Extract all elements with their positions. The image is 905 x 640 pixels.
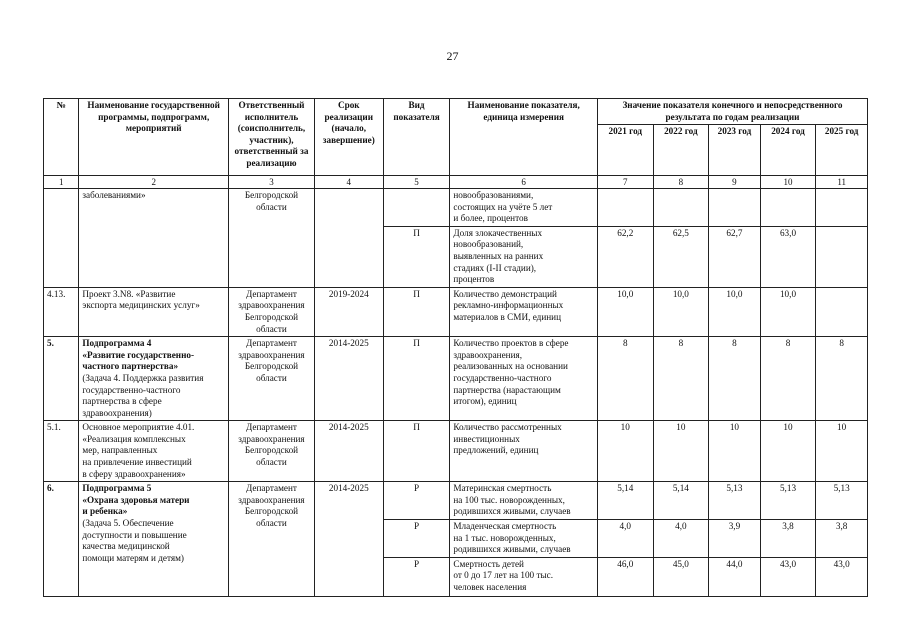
row-name: заболеваниями» (79, 189, 229, 288)
row-term: 2014-2025 (314, 421, 383, 482)
row-indicator: Материнская смертность на 100 тыс. новорожденных, родившихся живыми, случаев (450, 482, 598, 520)
row-value: 5,13 (709, 482, 761, 520)
header-year: 2021 год (597, 125, 653, 176)
row-indicator: Младенческая смертность на 1 тыс. новорожденных, родившихся живыми, случаев (450, 520, 598, 558)
row-value: 3,9 (709, 520, 761, 558)
row-executor: Департамент здравоохранения Белгородской области (229, 287, 315, 336)
header-year: 2024 год (760, 125, 816, 176)
row-name (79, 482, 229, 597)
row-indicator: Количество рассмотренных инвестиционных предложений, единиц (450, 421, 598, 482)
row-number: 6. (44, 482, 79, 597)
row-term: 2019-2024 (314, 287, 383, 336)
row-value: 8 (653, 337, 709, 421)
column-number: 6 (450, 176, 598, 189)
column-number: 5 (383, 176, 450, 189)
row-kind: П (383, 421, 450, 482)
row-value (653, 189, 709, 227)
row-number: 5. (44, 337, 79, 421)
row-number: 5.1. (44, 421, 79, 482)
row-value: 62,5 (653, 226, 709, 287)
row-value: 8 (597, 337, 653, 421)
row-value: 10,0 (653, 287, 709, 336)
row-value: 10,0 (760, 287, 816, 336)
row-term: 2014-2025 (314, 337, 383, 421)
column-number: 3 (229, 176, 315, 189)
row-value: 8 (760, 337, 816, 421)
row-name-title: Подпрограмма 5 «Охрана здоровья матери и ребенка» (82, 483, 190, 517)
row-executor: Департамент здравоохранения Белгородской области (229, 482, 315, 597)
row-name: Проект 3.N8. «Развитие экспорта медицинских услуг» (79, 287, 229, 336)
table-row (44, 421, 868, 482)
row-term (314, 189, 383, 288)
row-indicator: Смертность детей от 0 до 17 лет на 100 тыс. человек населения (450, 557, 598, 596)
row-kind (383, 189, 450, 227)
row-kind: Р (383, 482, 450, 520)
row-value: 43,0 (760, 557, 816, 596)
row-kind: П (383, 226, 450, 287)
row-name: Основное мероприятие 4.01. «Реализация комплексных мер, направленных на привлечение инвестиций в сферу здравоохранения» (79, 421, 229, 482)
row-indicator: Доля злокачественных новообразований, выявленных на ранних стадиях (I-II стадии), процентов (450, 226, 598, 287)
row-value: 8 (816, 337, 868, 421)
column-number: 4 (314, 176, 383, 189)
row-value: 45,0 (653, 557, 709, 596)
row-value: 46,0 (597, 557, 653, 596)
header-year: 2022 год (653, 125, 709, 176)
row-value: 10 (709, 421, 761, 482)
row-value: 10 (597, 421, 653, 482)
row-value (709, 189, 761, 227)
row-indicator: Количество проектов в сфере здравоохранения, реализованных на основании государственно-частного партнерства (нарастающим итогом), единиц (450, 337, 598, 421)
header-indicator: Наименование показателя, единица измерения (450, 99, 598, 176)
row-value: 5,13 (760, 482, 816, 520)
row-value: 5,14 (597, 482, 653, 520)
row-value: 3,8 (816, 520, 868, 558)
row-value: 62,2 (597, 226, 653, 287)
column-number: 8 (653, 176, 709, 189)
row-value: 62,7 (709, 226, 761, 287)
header-year: 2023 год (709, 125, 761, 176)
row-indicator: Количество демонстраций рекламно-информационных материалов в СМИ, единиц (450, 287, 598, 336)
row-number: 4.13. (44, 287, 79, 336)
table-row (44, 189, 868, 227)
row-name-task: (Задача 5. Обеспечение доступности и повышение качества медицинской помощи матерям и детям) (82, 518, 187, 563)
row-kind: П (383, 287, 450, 336)
row-value: 4,0 (653, 520, 709, 558)
column-numbers-row (44, 176, 868, 189)
row-value: 10,0 (597, 287, 653, 336)
row-value: 4,0 (597, 520, 653, 558)
table-row (44, 482, 868, 520)
row-value: 10,0 (709, 287, 761, 336)
header-values: Значение показателя конечного и непосредственного результата по годам реализации (597, 99, 867, 125)
row-value (760, 189, 816, 227)
program-indicators-table (43, 98, 868, 597)
row-value: 10 (760, 421, 816, 482)
row-kind: Р (383, 520, 450, 558)
header-year: 2025 год (816, 125, 868, 176)
row-value: 44,0 (709, 557, 761, 596)
row-value (816, 287, 868, 336)
row-number (44, 189, 79, 288)
row-value: 63,0 (760, 226, 816, 287)
column-number: 2 (79, 176, 229, 189)
header-kind: Вид показателя (383, 99, 450, 176)
row-kind: Р (383, 557, 450, 596)
row-value: 10 (816, 421, 868, 482)
header-term: Срок реализации (начало, завершение) (314, 99, 383, 176)
row-name (79, 337, 229, 421)
row-value (816, 226, 868, 287)
column-number: 11 (816, 176, 868, 189)
column-number: 7 (597, 176, 653, 189)
row-indicator: новообразованиями, состоящих на учёте 5 лет и более, процентов (450, 189, 598, 227)
row-value: 8 (709, 337, 761, 421)
row-name-task: (Задача 4. Поддержка развития государственно-частного партнерства в сфере здравоохранения) (82, 372, 204, 418)
row-value: 5,13 (816, 482, 868, 520)
header-executor: Ответственный исполнитель (соисполнитель, участник), ответственный за реализацию (229, 99, 315, 176)
table-row (44, 337, 868, 421)
header-no: № (44, 99, 79, 176)
row-term: 2014-2025 (314, 482, 383, 597)
column-number: 10 (760, 176, 816, 189)
row-executor: Департамент здравоохранения Белгородской области (229, 337, 315, 421)
table-header-row (44, 99, 868, 125)
row-value: 43,0 (816, 557, 868, 596)
row-value: 5,14 (653, 482, 709, 520)
row-name-title: Подпрограмма 4 «Развитие государственно- частного партнерства» (82, 338, 195, 372)
row-executor: Белгородской области (229, 189, 315, 288)
row-value (597, 189, 653, 227)
row-kind: П (383, 337, 450, 421)
row-value: 10 (653, 421, 709, 482)
row-value (816, 189, 868, 227)
table-row (44, 287, 868, 336)
column-number: 1 (44, 176, 79, 189)
row-executor: Департамент здравоохранения Белгородской области (229, 421, 315, 482)
column-number: 9 (709, 176, 761, 189)
row-value: 3,8 (760, 520, 816, 558)
header-name: Наименование государственной программы, подпрограмм, мероприятий (79, 99, 229, 176)
page-number: 27 (446, 49, 459, 63)
